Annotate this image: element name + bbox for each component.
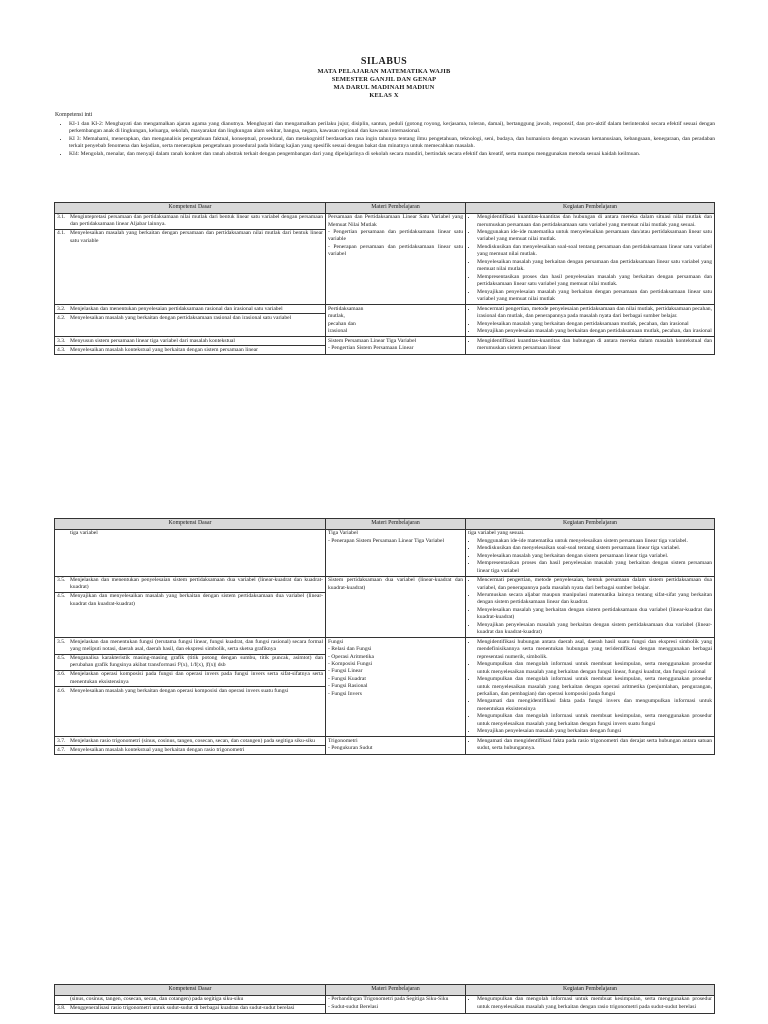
kd-text: Menjelaskan dan menentukan penyelesaian sistem pertidaksamaan dua variabel (linear-kuadrat dan kuadrat-kuadrat) xyxy=(70,576,323,591)
kompetensi-dasar-cell xyxy=(55,995,326,1013)
materi-cell xyxy=(326,305,466,337)
materi-list xyxy=(328,646,463,698)
kd-item xyxy=(55,737,325,745)
kd-number: 4.5. xyxy=(57,593,66,600)
kd-text: Menjelaskan dan menentukan penyelesaian pertidaksamaan rasional dan irasional satu variabel xyxy=(70,305,283,312)
kompetensi-dasar-cell xyxy=(55,305,326,337)
syllabus-table-page-1 xyxy=(54,202,715,355)
kegiatan-item: • Mengumpulkan dan mengolah informasi untuk membuat kesimpulan, serta menggunakan prosedur untuk menyelesaikan masalah yang berkaitan dengan operasi aritmetika (penjumlahan, pengurangan, perkalian, dan pembagian) dan operasi komposisi pada fungsi xyxy=(477,676,712,698)
materi-item: - Pengukuran Sudut xyxy=(328,745,463,752)
kd-number: 3.1. xyxy=(57,213,66,220)
kd-item xyxy=(55,996,325,1004)
kd-item xyxy=(55,313,325,322)
kd-number: 4.1. xyxy=(57,230,66,237)
materi-heading: Tiga Variabel xyxy=(328,530,358,537)
syllabus-table-page-3 xyxy=(54,984,715,1014)
kegiatan-item: • Merumuskan secara aljabar maupun manipulasi matematika lainnya tentang sifat-sifat yang berkaitan dengan sistem pertidaksamaan linear dan kuadrat. xyxy=(477,592,712,607)
kd-item xyxy=(55,670,325,686)
kegiatan-cell xyxy=(466,576,715,638)
kegiatan-item: • Menyelesaikan masalah yang berkaitan dengan persamaan dan pertidaksamaan linear satu variabel yang memuat nilai mutlak. xyxy=(477,259,712,274)
kd-text: Menyelesaikan masalah yang berkaitan dengan operasi komposisi dan operasi invers suatu fungsi xyxy=(70,687,289,694)
materi-cell xyxy=(326,737,466,755)
kd-item xyxy=(55,577,325,592)
kd-item xyxy=(55,592,325,608)
kegiatan-cell xyxy=(466,305,715,337)
syllabus-row xyxy=(55,529,715,576)
materi-item: - Pengertian persamaan dan pertidaksamaan linear satu variable xyxy=(328,229,463,244)
materi-cell xyxy=(326,529,466,576)
materi-item: - Relasi dan Fungsi xyxy=(328,646,463,653)
materi-item: - Fungsi Rasional xyxy=(328,683,463,690)
kegiatan-list xyxy=(468,538,712,575)
kegiatan-list xyxy=(468,338,712,353)
kegiatan-item: • Menggunakan ide-ide matematika untuk menyelesaikan sistem persamaan linear tiga variabel. xyxy=(477,538,712,545)
header-kegiatan: Kegiatan Pembelajaran xyxy=(466,519,715,530)
kd-item xyxy=(55,530,325,538)
kd-text: Mengintepretasi persamaan dan pertidaksamaan nilai mutlak dari bentuk linear satu variabel dengan persamaan dan pertidaksamaan linear Aljabar lainnya. xyxy=(70,213,323,228)
kd-number: 3.3. xyxy=(57,337,66,344)
materi-list xyxy=(328,538,463,545)
kd-number: 3.6. xyxy=(57,671,66,678)
kd-text: (sinus, cosinus, tangen, cosecan, secan, dan cotangen) pada segitiga siku-siku xyxy=(70,995,244,1002)
kegiatan-cell xyxy=(466,337,715,355)
kompetensi-inti-label: Kompetensi inti xyxy=(55,112,93,118)
materi-cell xyxy=(326,576,466,638)
kompetensi-dasar-cell xyxy=(55,529,326,576)
ki-item: • KI 3: Memahami, menerapkan, dan menganalisis pengetahuan faktual, konseptual, prosedural, dan metakognitif berdasarkan rasa ingin tahunya tentang ilmu pengetahuan, teknologi, seni, budaya, dan humaniora dengan wawasan kemanusiaan, kebangsaan, kenegaraan, dan peradaban terkait penyebab fenomena dan kejadian, serta menerapkan pengetahuan prosedural pada bidang kajian yang spesifik sesuai dengan bakat dan minatnya untuk memecahkan masalah. xyxy=(69,136,715,151)
kompetensi-dasar-cell xyxy=(55,737,326,755)
kegiatan-item: • Mengidentifikasi kuantitas-kuantitas dan hubungan di antara mereka dalam masalah kontekstual dan merumuskan sistem persamaan linear xyxy=(477,338,712,353)
kegiatan-item: • Mencermati pengertian, metode penyelesaian pertidaksamaan dan nilai mutlak, pertidaksamaan pecahan, irasional dan mutlak, dan penerapannya pada masalah nyata dari berbagai sumber belajar. xyxy=(477,306,712,321)
kegiatan-item: • Menyelesaikan masalah yang berkaitan dengan pertidaksamaan mutlak, pecahan, dan irasional xyxy=(477,321,712,328)
materi-cell xyxy=(326,638,466,737)
syllabus-row xyxy=(55,337,715,355)
kd-text: Menyajikan dan menyelesaikan masalah yang berkaitan dengan sistem pertidaksamaan dua variabel (linear-kuadrat dan kuadrat-kuadrat) xyxy=(70,593,323,607)
kd-item xyxy=(55,686,325,695)
kegiatan-item: • Mengamati dan mengidentifikasi fakta pada fungsi invers dan mengumpulkan informasi untuk menentukan eksistensinya xyxy=(477,698,712,713)
kegiatan-item: • Menyajikan penyelesaian masalah yang berkaitan dengan pertidaksamaan mutlak, pecahan, dan irasional xyxy=(477,328,712,335)
syllabus-table-page-2 xyxy=(54,518,715,755)
materi-item: - Fungsi Kuadrat xyxy=(328,676,463,683)
syllabus-row xyxy=(55,305,715,337)
kegiatan-item: • Mencermati pengertian, metode penyelesaian, bentuk persamaan dalam sistem pertidaksamaan dua variabel, dan penerapannya pada masalah nyata dari berbagai sumber belajar. xyxy=(477,577,712,592)
materi-heading: pecahan dan xyxy=(328,320,356,327)
syllabus-row xyxy=(55,213,715,305)
kegiatan-item: • Mengamati dan mengidentifikasi fakta pada rasio trigonometri dan derajat serta hubungan antara satuan sudut, serta hubungannya. xyxy=(477,738,712,753)
materi-item: - Sudut-sudut Berelasi xyxy=(328,1004,463,1011)
header-kompetensi-dasar: Kompetensi Dasar xyxy=(55,519,326,530)
kegiatan-item: • Menyajikan penyelesaian masalah yang berkaitan dengan fungsi xyxy=(477,728,712,735)
kd-text: Menganalisa karakteristik masing-masing grafik (titik potong dengan sumbu, titik puncak, asimtot) dan perubahan grafik fungsinya akibat transformasi f²(x), 1/f(x), |f(x)| dsb xyxy=(70,655,323,669)
kd-text: Menyusun sistem persamaan linear tiga variabel dari masalah kontekstual xyxy=(70,337,235,344)
header-kegiatan: Kegiatan Pembelajaran xyxy=(466,985,715,996)
materi-cell xyxy=(326,995,466,1013)
materi-item: - Fungsi Linear xyxy=(328,668,463,675)
kegiatan-item: • Mengumpulkan dan mengolah informasi untuk membuat kesimpulan, serta menggunakan prosedur untuk menyelesaikan masalah yang berkaitan dengan fungsi invers suatu fungsi xyxy=(477,713,712,728)
kegiatan-list xyxy=(468,214,712,303)
materi-list xyxy=(328,229,463,259)
kd-item xyxy=(55,229,325,245)
kompetensi-dasar-cell xyxy=(55,213,326,305)
kd-text: tiga variabel xyxy=(70,529,98,536)
kegiatan-list xyxy=(468,996,712,1011)
kd-text: Menyelesaikan masalah yang berkaitan dengan persamaan dan pertidaksamaan nilai mutlak dari bentuk linear satu variable xyxy=(70,230,323,244)
materi-heading: mutlak, xyxy=(328,313,345,320)
kd-number: 3.8. xyxy=(57,1004,66,1011)
kompetensi-dasar-cell xyxy=(55,638,326,737)
syllabus-row xyxy=(55,737,715,755)
kegiatan-cell xyxy=(466,213,715,305)
kd-number: 3.5. xyxy=(57,576,66,583)
materi-list xyxy=(328,345,463,352)
materi-item: - Penerapan persamaan dan pertidaksamaan linear satu variabel xyxy=(328,244,463,259)
ki-item: • KI4: Mengolah, menalar, dan menyaji dalam ranah konkret dan ranah abstrak terkait dengan pengembangan dari yang dipelajarinya di sekolah secara mandiri, bertindak secara efektif dan kreatif, serta mampu menggunakan metoda sesuai kaidah keilmuan. xyxy=(69,151,715,158)
kd-text: Menjelaskan operasi komposisi pada fungsi dan operasi invers pada fungsi invers serta sifat-sifatnya serta menentukan eksistensinya xyxy=(70,671,323,685)
kd-text: Menjelaskan dan menentukan fungsi (terutama fungsi linear, fungsi kuadrat, dan fungsi rasional) secara formal yang meliputi notasi, daerah asal, daerah hasil, dan ekspresi simbolik, serta sketsa grafiknya xyxy=(70,638,323,653)
kegiatan-cell xyxy=(466,529,715,576)
kd-item xyxy=(55,638,325,653)
kegiatan-item: • Menyajikan penyelesaian masalah yang berkaitan dengan sistem pertidaksamaan dua variabel (linear-kuadrat dan kuadrat-kuadrat) xyxy=(477,622,712,637)
materi-item: - Pengertian Sistem Persamaan Linear xyxy=(328,345,463,352)
kompetensi-inti-section xyxy=(55,112,715,159)
kd-item xyxy=(55,305,325,313)
document-title: SILABUS xyxy=(360,56,408,67)
subject-line: MATA PELAJARAN MATEMATIKA WAJIB xyxy=(317,68,451,75)
ki-item: • KI-1 dan KI-2: Menghayati dan mengamalkan ajaran agama yang dianutnya. Menghayati dan mengamalkan perilaku jujur, disiplin, santun, peduli (gotong royong, kerjasama, toleran, damai), bertanggung jawab, responsif, dan pro-aktif dalam berinteraksi secara efektif sesuai dengan perkembangan anak di lingkungan, keluarga, sekolah, masyarakat dan lingkungan alam sekitar, bangsa, negara, kawasan regional dan kawasan internasional. xyxy=(69,121,715,136)
kegiatan-item: • Mendiskusikan dan menyelesaikan soal-soal tentang persamaan dan pertidaksamaan linear satu variabel yang memuat nilai mutlak. xyxy=(477,244,712,259)
kegiatan-lead: tiga variabel yang sesuai. xyxy=(468,530,525,537)
kd-item xyxy=(55,745,325,754)
syllabus-row xyxy=(55,995,715,1013)
kd-number: 4.6. xyxy=(57,687,66,694)
kegiatan-item: • Menggunakan ide-ide matematika untuk menyelesaikan persamaan dan/atau pertidaksamaan linear satu variabel yang memuat nilai mutlak. xyxy=(477,229,712,244)
kegiatan-cell xyxy=(466,995,715,1013)
kd-number: 4.5. xyxy=(57,655,66,662)
kd-item xyxy=(55,337,325,345)
kegiatan-list xyxy=(468,577,712,637)
materi-list xyxy=(328,996,463,1011)
semester-line: SEMESTER GANJIL DAN GENAP xyxy=(331,76,437,83)
materi-cell xyxy=(326,337,466,355)
kd-item xyxy=(55,654,325,670)
header-materi: Materi Pembelajaran xyxy=(326,203,466,214)
kd-number: 3.7. xyxy=(57,737,66,744)
kd-number: 4.2. xyxy=(57,314,66,321)
kd-item xyxy=(55,345,325,354)
kegiatan-list xyxy=(468,306,712,336)
kegiatan-item: • Menyajikan penyelesaian masalah yang berkaitan dengan persamaan dan pertidaksamaan linear satu variabel yang memuat nilai mutlak xyxy=(477,289,712,304)
kd-number: 3.2. xyxy=(57,305,66,312)
kd-text: Menyelesaikan masalah kontekstual yang berkaitan dengan sistem persamaan linear xyxy=(70,346,258,353)
class-line: KELAS X xyxy=(369,92,399,99)
kompetensi-dasar-cell xyxy=(55,576,326,638)
kd-text: Menyelesaikan masalah kontekstual yang berkaitan dengan rasio trigonometri xyxy=(70,746,245,753)
header-kompetensi-dasar: Kompetensi Dasar xyxy=(55,985,326,996)
kegiatan-item: • Mengumpulkan dan mengolah informasi untuk membuat kesimpulan, serta menggunakan prosedur untuk menyelesaikan masalah yang berkaitan dengan rasio trigonometri pada sudut-sudut berelasi xyxy=(477,996,712,1011)
kegiatan-item: • Mengidentifikasi kuantitas-kuantitas dan hubungan di antara mereka dalam situasi nilai mutlak dan merumuskan persamaan dan pertidaksamaan satu variabel yang memuat nilai mutlak yang sesuai. xyxy=(477,214,712,229)
kegiatan-item: • Menyelesaikan masalah yang berkaitan dengan sistem persamaan linear tiga variabel. xyxy=(477,553,712,560)
kd-text: Menggeneralisasi rasio trigonometri untuk sudut-sudut di berbagai kuadran dan sudut-sudut berelasi xyxy=(70,1004,295,1011)
kd-text: Menjelaskan rasio trigonometri (sinus, cosinus, tangen, cosecan, secan, dan cotangen) pada segitiga siku-siku xyxy=(70,737,315,744)
kd-item xyxy=(55,214,325,229)
kegiatan-list xyxy=(468,639,712,736)
kd-item xyxy=(55,1004,325,1013)
school-line: MA DARUL MADINAH MADIUN xyxy=(333,84,435,91)
kd-number: 4.3. xyxy=(57,346,66,353)
kegiatan-item: • Mempresentasikan proses dan hasil penyelesaian masalah yang berkaitan dengan persamaan dan pertidaksamaan linear satu variabel yang memuat nilai mutlak. xyxy=(477,274,712,289)
materi-heading: Sistem Persamaan Linear Tiga Variabel xyxy=(328,337,417,344)
kompetensi-dasar-cell xyxy=(55,337,326,355)
materi-heading: Sistem pertidaksamaan dua variabel (linear-kuadrat dan kuadrat-kuadrat) xyxy=(328,577,463,591)
materi-list xyxy=(328,745,463,752)
kd-number: 3.5. xyxy=(57,638,66,645)
kegiatan-item: • Mendiskusikan dan menyelesaikan soal-soal tentang sistem persamaan linear tiga variabel. xyxy=(477,545,712,552)
materi-heading: irasional xyxy=(328,327,348,334)
materi-item: - Penerapan Sistem Persamaan Linear Tiga Variabel xyxy=(328,538,463,545)
syllabus-row xyxy=(55,576,715,638)
materi-item: - Perbandingan Trigonometri pada Segitiga Siku-Siku xyxy=(328,996,463,1003)
materi-cell xyxy=(326,213,466,305)
materi-item: - Operasi Aritmetika xyxy=(328,654,463,661)
header-materi: Materi Pembelajaran xyxy=(326,519,466,530)
header-materi: Materi Pembelajaran xyxy=(326,985,466,996)
header-kompetensi-dasar: Kompetensi Dasar xyxy=(55,203,326,214)
materi-item: - Komposisi Fungsi xyxy=(328,661,463,668)
kegiatan-cell xyxy=(466,737,715,755)
kegiatan-item: • Menyelesaikan masalah yang berkaitan dengan sistem pertidaksamaan dua variabel (linear-kuadrat dan kuadrat-kuadrat) xyxy=(477,607,712,622)
syllabus-row xyxy=(55,638,715,737)
materi-heading: Trigonometri xyxy=(328,737,358,744)
kompetensi-inti-list xyxy=(55,121,715,159)
kegiatan-cell xyxy=(466,638,715,737)
materi-heading: Fungsi xyxy=(328,638,344,645)
kegiatan-list xyxy=(468,738,712,753)
header-kegiatan: Kegiatan Pembelajaran xyxy=(466,203,715,214)
kegiatan-item: • Mempresentasikan proses dan hasil penyelesaian masalah yang berkaitan dengan sistem persamaan linear tiga variabel xyxy=(477,560,712,575)
materi-heading: Pertidaksamaan xyxy=(328,305,364,312)
kd-number: 4.7. xyxy=(57,746,66,753)
kd-text: Menyelesaikan masalah yang berkaitan dengan pertidaksamaan rasional dan irasional satu variabel xyxy=(70,314,292,321)
kd-number xyxy=(57,996,70,1003)
materi-heading: Persamaan dan Pertidaksamaan Linear Satu Variabel yang Memuat Nilai Mutlak xyxy=(328,214,463,228)
kd-number xyxy=(57,530,70,537)
kegiatan-item: • Mengidentifikasi hubungan antara daerah asal, daerah hasil suatu fungsi dan ekspresi simbolik yang mendefinisikannya serta menentukan hubungan yang teridentifikasi dengan menggunakan berbagai representasi numerik, simbolik. xyxy=(477,639,712,661)
materi-item: - Fungsi Invers xyxy=(328,691,463,698)
kegiatan-item: • Mengumpulkan dan mengolah informasi untuk membuat kesimpulan, serta menggunakan prosedur untuk menyelesaikan masalah yang berkaitan dengan fungsi linear, fungsi kuadrat, dan fungsi rasional xyxy=(477,661,712,676)
